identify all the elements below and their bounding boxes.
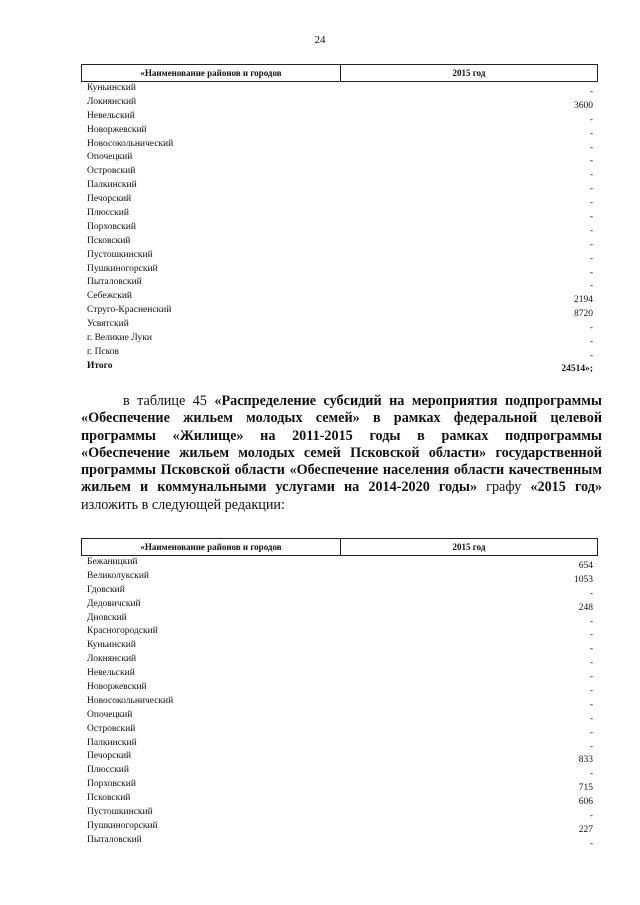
district-value: 248	[578, 602, 593, 613]
district-name: Островский	[87, 166, 136, 177]
district-value: -	[589, 281, 593, 292]
district-value: -	[589, 323, 593, 334]
district-name: Дновский	[87, 612, 127, 623]
total-label: Итого	[87, 360, 113, 371]
page-number: 24	[314, 34, 326, 46]
district-name: Печорский	[87, 751, 132, 762]
table-row	[87, 723, 593, 737]
district-name: Куньинский	[87, 83, 136, 93]
district-name: Пушкиногорский	[87, 820, 158, 831]
table-row	[87, 792, 593, 806]
district-value: -	[589, 588, 593, 599]
district-value: -	[589, 225, 593, 236]
table-row	[87, 598, 593, 612]
district-name: Невельский	[87, 668, 135, 679]
table2-header-district: «Наименование районов и городов	[82, 539, 341, 555]
district-value: 8720	[574, 309, 593, 320]
table2-header-year: 2015 год	[452, 542, 486, 552]
district-value: -	[589, 239, 593, 250]
table1-header-year: 2015 год	[452, 68, 486, 78]
table-row	[87, 612, 593, 626]
district-value: -	[589, 630, 593, 641]
district-name: Порховский	[87, 779, 136, 790]
district-value: -	[589, 713, 593, 724]
table-row	[87, 276, 593, 290]
district-name: Невельский	[87, 110, 135, 121]
table2-header	[81, 538, 598, 556]
district-value: -	[589, 198, 593, 209]
district-name: г. Великие Луки	[87, 333, 152, 344]
table-row	[87, 290, 593, 304]
district-value: -	[589, 686, 593, 697]
table-row	[87, 179, 593, 193]
district-value: -	[589, 741, 593, 752]
district-value: 2194	[574, 295, 593, 306]
total-value: 24514»;	[561, 363, 593, 374]
district-value: -	[589, 699, 593, 710]
district-name: Пыталовский	[87, 834, 142, 845]
district-value: 1053	[574, 574, 593, 585]
table-row	[87, 165, 593, 179]
district-name: Гдовский	[87, 584, 125, 595]
district-value: -	[589, 658, 593, 669]
district-value: 715	[578, 783, 593, 794]
district-name: Островский	[87, 723, 136, 734]
paragraph-intro: в таблице 45	[123, 393, 215, 409]
district-value: -	[589, 616, 593, 627]
district-name: Плюсский	[87, 208, 129, 219]
table-row	[87, 318, 593, 332]
district-name: Опочецкий	[87, 709, 133, 720]
table-row	[87, 263, 593, 277]
district-value: 833	[578, 755, 593, 766]
table-row	[87, 151, 593, 165]
district-name: Псковский	[87, 793, 131, 804]
district-value: -	[589, 184, 593, 195]
district-value: -	[589, 128, 593, 139]
table-row	[87, 737, 593, 751]
total-row	[87, 360, 593, 374]
table-row	[87, 96, 593, 110]
district-value: -	[589, 170, 593, 181]
district-value: -	[589, 838, 593, 849]
table-row	[87, 764, 593, 778]
district-value: 654	[578, 561, 593, 571]
district-name: Струго-Красненский	[87, 305, 172, 316]
district-name: Пыталовский	[87, 277, 142, 288]
district-value: -	[589, 811, 593, 822]
table-row	[87, 556, 593, 570]
table-row	[87, 709, 593, 723]
district-value: -	[589, 727, 593, 738]
table-row	[87, 667, 593, 681]
district-name: Пустошкинский	[87, 249, 153, 260]
table-row	[87, 584, 593, 598]
district-name: Псковский	[87, 235, 131, 246]
table-row	[87, 750, 593, 764]
paragraph-column-word: графу	[477, 479, 531, 496]
district-name: Усвятский	[87, 319, 129, 330]
district-name: г. Псков	[87, 346, 120, 357]
district-name: Палкинский	[87, 180, 137, 191]
table-row	[87, 332, 593, 346]
paragraph-ending: изложить в следующей редакции:	[81, 496, 285, 513]
table-row	[87, 82, 593, 96]
table-row	[87, 124, 593, 138]
district-name: Палкинский	[87, 737, 137, 748]
table-row	[87, 138, 593, 152]
table1-body	[87, 82, 593, 374]
district-name: Себежский	[87, 291, 132, 302]
district-name: Локнянский	[87, 654, 137, 665]
district-value: 3600	[574, 100, 593, 111]
table1-header-district: «Наименование районов и городов	[82, 65, 341, 81]
table-row	[87, 207, 593, 221]
district-value: -	[589, 672, 593, 683]
district-value: -	[589, 267, 593, 278]
table-row	[87, 820, 593, 834]
district-value: -	[589, 87, 593, 97]
district-value: -	[589, 337, 593, 348]
district-value: -	[589, 350, 593, 361]
district-name: Красногородский	[87, 626, 158, 637]
district-value: -	[589, 644, 593, 655]
district-name: Новоржевский	[87, 682, 147, 693]
table-row	[87, 778, 593, 792]
table-row	[87, 193, 593, 207]
district-value: -	[589, 253, 593, 264]
district-value: -	[589, 156, 593, 167]
table-row	[87, 221, 593, 235]
district-name: Бежаницкий	[87, 557, 138, 567]
district-name: Новосокольнический	[87, 138, 174, 149]
table-row	[87, 570, 593, 584]
district-value: -	[589, 212, 593, 223]
district-name: Печорский	[87, 194, 132, 205]
table-row	[87, 834, 593, 848]
district-name: Порховский	[87, 221, 136, 232]
table2-body	[87, 556, 593, 848]
district-value: -	[589, 114, 593, 125]
district-name: Великолукский	[87, 570, 150, 581]
paragraph-column-name: «2015 год»	[530, 479, 602, 496]
district-name: Пустошкинский	[87, 807, 153, 818]
table-row	[87, 304, 593, 318]
table1-header	[81, 64, 598, 82]
district-name: Дедовичский	[87, 598, 141, 609]
table-row	[87, 806, 593, 820]
table-row	[87, 695, 593, 709]
paragraph-table-title: «Распределение субсидий на мероприятия подпрограммы «Обеспечение жильем молодых семей» в рамках федеральной целевой программы «Жилище» на 2011-2015 годы в рамках подпрограммы «Обеспечение жильем молодых семей Псковской области» государственной программы Псковской области «Обеспечение населения области качественным жильем и коммунальными услугами на 2014-2020 годы»	[81, 393, 602, 496]
district-value: 606	[578, 797, 593, 808]
district-name: Новосокольнический	[87, 695, 174, 706]
district-name: Плюсский	[87, 765, 129, 776]
table-row	[87, 346, 593, 360]
table-row	[87, 110, 593, 124]
table-row	[87, 249, 593, 263]
amendment-paragraph	[81, 393, 602, 514]
district-name: Новоржевский	[87, 124, 147, 135]
table-row	[87, 235, 593, 249]
district-name: Пушкиногорский	[87, 263, 158, 274]
district-value: -	[589, 769, 593, 780]
table-row	[87, 681, 593, 695]
table-row	[87, 653, 593, 667]
table-row	[87, 625, 593, 639]
district-name: Опочецкий	[87, 152, 133, 163]
table-row	[87, 639, 593, 653]
district-value: 227	[578, 824, 593, 835]
district-value: -	[589, 142, 593, 153]
district-name: Локнянский	[87, 96, 137, 107]
district-name: Куньинский	[87, 640, 136, 651]
